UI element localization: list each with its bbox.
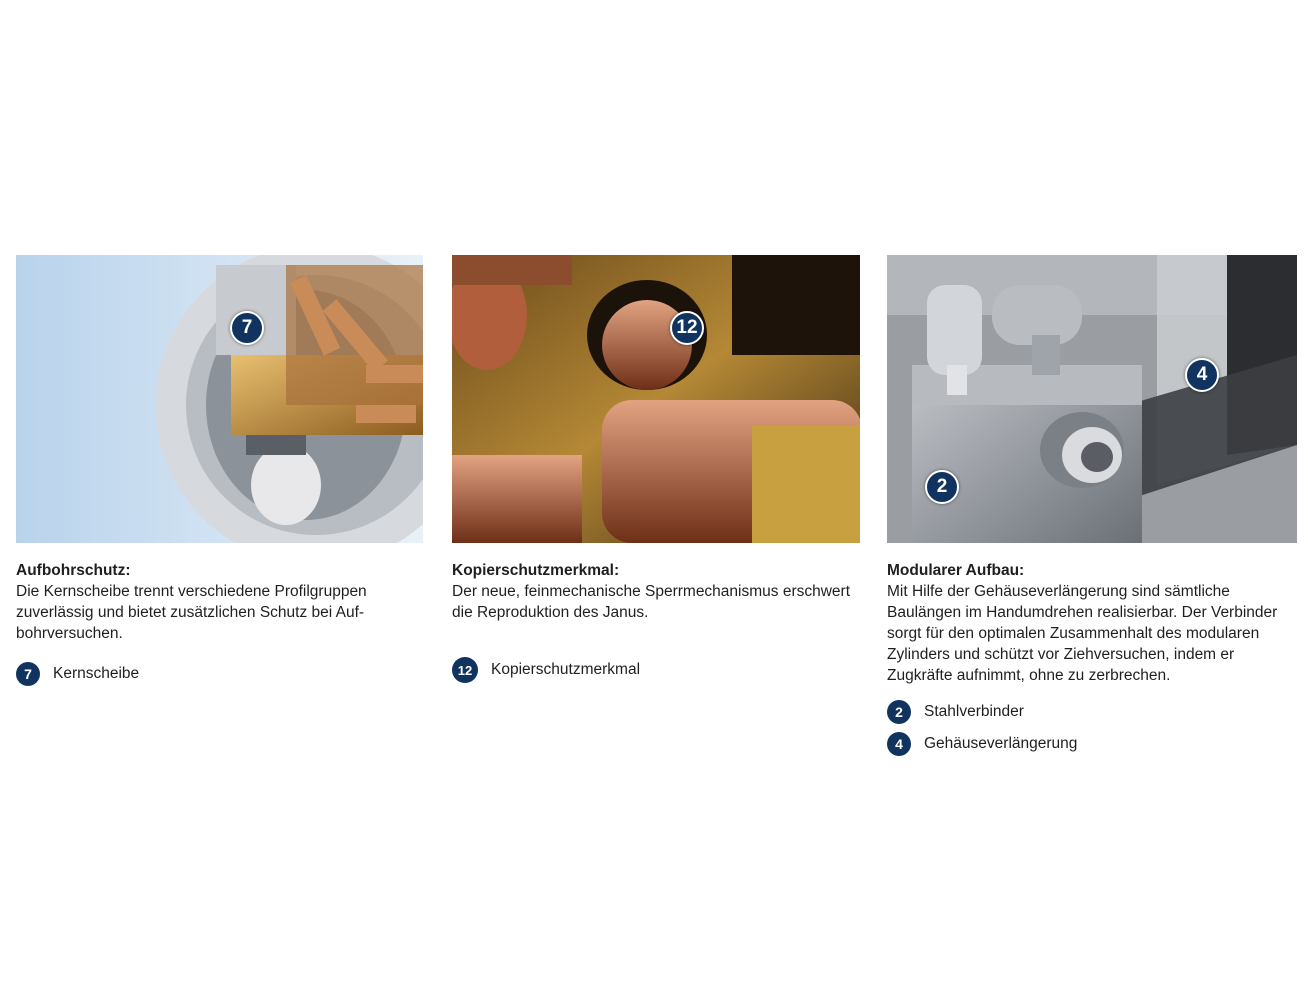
panel-kopierschutzmerkmal (452, 255, 860, 690)
legend-number-badge: 12 (452, 657, 478, 683)
legend-label: Kernscheibe (53, 665, 140, 682)
legend-label: Gehäuseverlängerung (924, 735, 1078, 752)
caption-aufbohrschutz (16, 560, 423, 644)
photo-modularer-aufbau (887, 255, 1297, 543)
caption-title: Aufbohrschutz: (16, 562, 131, 579)
legend (452, 658, 860, 682)
legend (16, 662, 423, 686)
sperrmechanismus-illustration (452, 255, 860, 543)
panel-aufbohrschutz (16, 255, 423, 694)
caption-title: Modularer Aufbau: (887, 562, 1025, 579)
caption-body: Mit Hilfe der Gehäuseverlängerung sind sämtliche Baulängen im Handumdrehen realisierbar. Der Verbinder sorgt für den optimalen Zusammenhalt des modularen Zylinders und schützt vor Ziehversuchen, indem er Zugkräfte aufnimmt, ohne zu zerbrechen. (887, 583, 1278, 684)
legend-number-badge: 7 (16, 662, 40, 686)
callout-badge-7: 7 (230, 311, 264, 345)
caption-body: Der neue, feinmechanische Sperrmechanismus erschwert die Reproduktion des Janus. (452, 583, 851, 621)
legend-item-kopierschutzmerkmal (452, 658, 860, 682)
legend-label: Kopierschutzmerkmal (491, 661, 641, 678)
photo-kernscheibe (16, 255, 423, 543)
legend-label: Stahlverbinder (924, 703, 1024, 720)
legend-number-badge: 4 (887, 732, 911, 756)
caption-kopierschutz (452, 560, 860, 623)
panel-modularer-aufbau (887, 255, 1297, 764)
legend-number-badge: 2 (887, 700, 911, 724)
legend-item-kernscheibe (16, 662, 423, 686)
callout-badge-4: 4 (1185, 358, 1219, 392)
legend-item-stahlverbinder (887, 700, 1297, 724)
callout-badge-12: 12 (670, 311, 704, 345)
caption-modularer-aufbau (887, 560, 1297, 686)
callout-badge-2: 2 (925, 470, 959, 504)
kernscheibe-illustration (16, 255, 423, 543)
caption-title: Kopierschutzmerkmal: (452, 562, 620, 579)
legend-item-gehaeuseverlaengerung (887, 732, 1297, 756)
photo-kopierschutz (452, 255, 860, 543)
legend (887, 700, 1297, 756)
caption-body: Die Kernscheibe trennt verschiedene Profilgruppen zuverlässig und bietet zusätzlichen Schutz bei Auf-bohrversuchen. (16, 583, 367, 642)
